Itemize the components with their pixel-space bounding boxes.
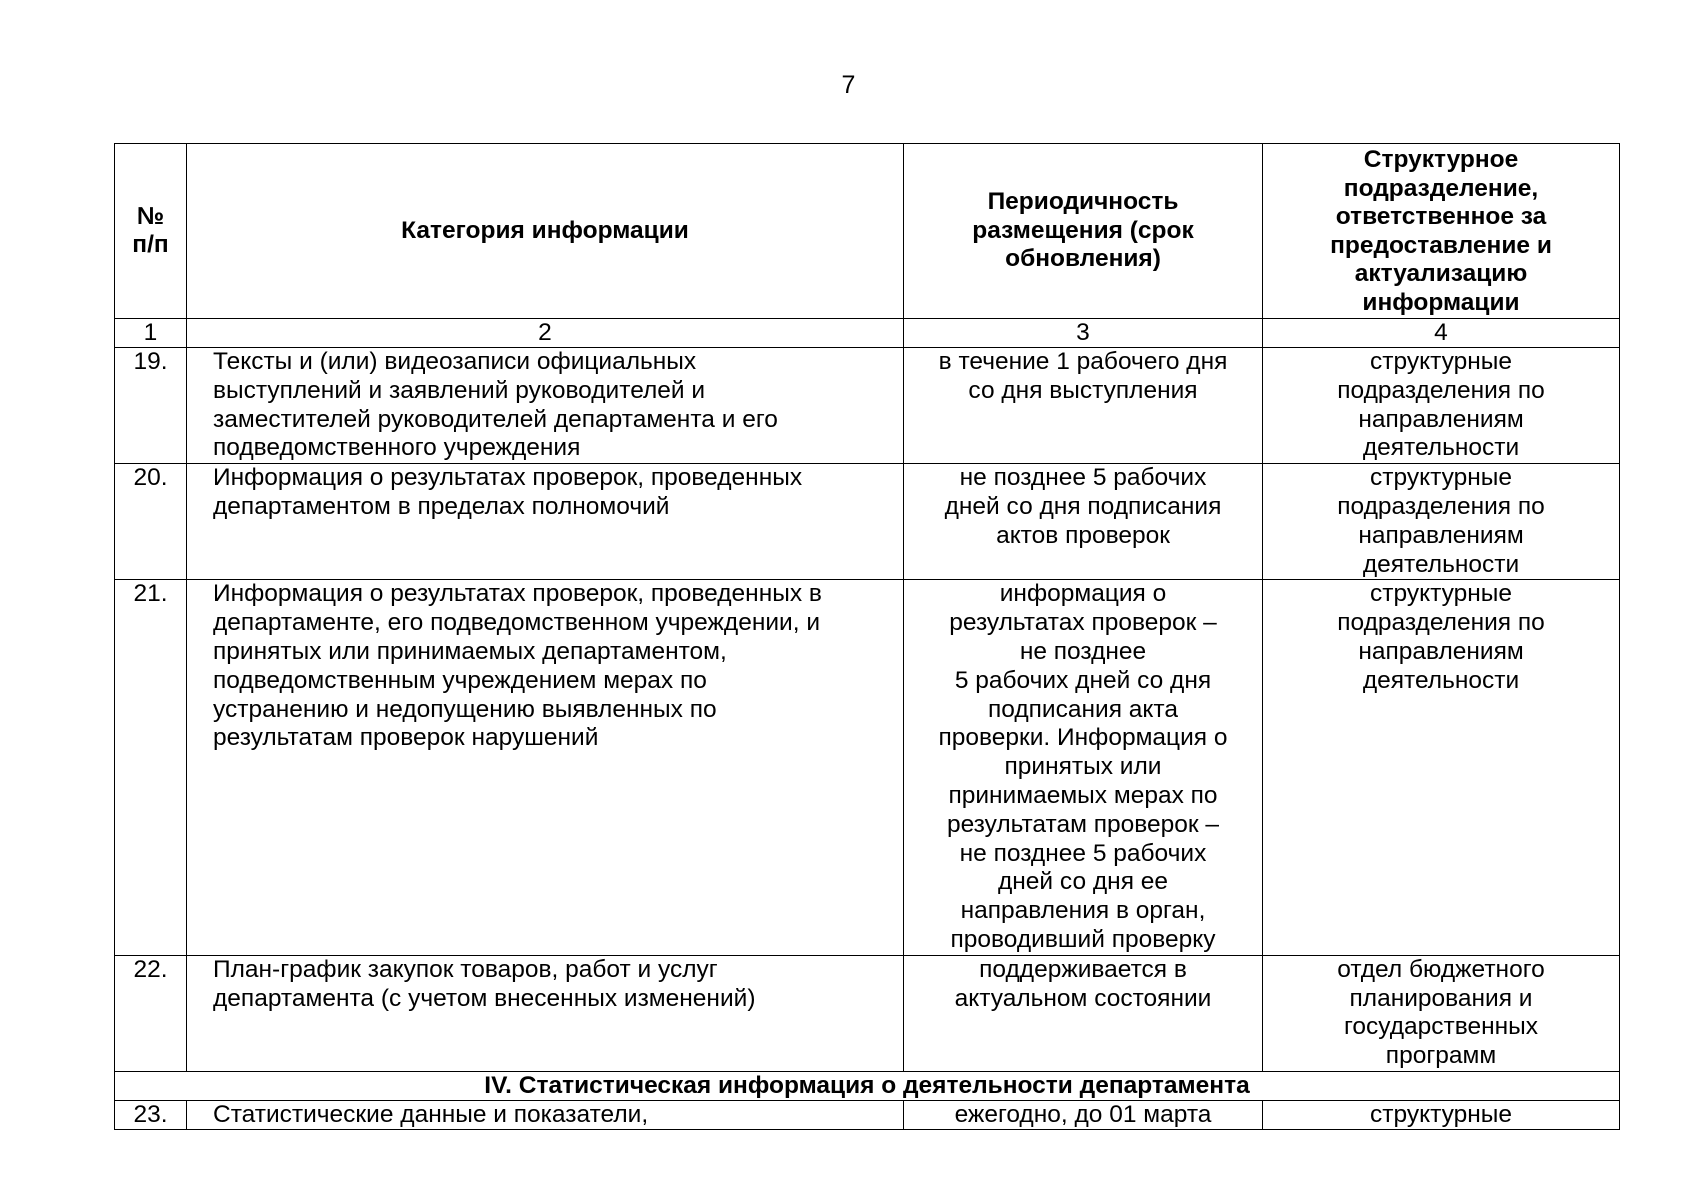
row-department: структурные: [1263, 1100, 1620, 1129]
row-periodicity: в течение 1 рабочего дня со дня выступления: [904, 348, 1263, 464]
row-periodicity: не позднее 5 рабочих дней со дня подписания актов проверок: [904, 464, 1263, 580]
header-department: Структурное подразделение, ответственное за предоставление и актуализацию информации: [1263, 144, 1620, 319]
row-periodicity: поддерживается в актуальном состоянии: [904, 955, 1263, 1071]
table-row: [115, 464, 1620, 580]
row-department: структурные подразделения по направлениям деятельности: [1263, 580, 1620, 955]
header-category: Категория информации: [187, 144, 904, 319]
row-periodicity: информация о результатах проверок – не позднее 5 рабочих дней со дня подписания акта проверки. Информация о принятых или принимаемых мерах по результатам проверок – не позднее 5 рабочих дней со дня ее направления в орган, проводивший проверку: [904, 580, 1263, 955]
table-row: [115, 1100, 1620, 1129]
column-number: 2: [187, 319, 904, 348]
column-number: 3: [904, 319, 1263, 348]
information-table: [114, 143, 1620, 1130]
row-department: структурные подразделения по направлениям деятельности: [1263, 348, 1620, 464]
table-row: [115, 580, 1620, 955]
section-heading: IV. Статистическая информация о деятельности департамента: [115, 1071, 1620, 1100]
row-number: 21.: [115, 580, 187, 955]
row-category: Тексты и (или) видеозаписи официальных выступлений и заявлений руководителей и заместителей руководителей департамента и его подведомственного учреждения: [187, 348, 904, 464]
row-category: Информация о результатах проверок, проведенных в департаменте, его подведомственном учреждении, и принятых или принимаемых департаментом, подведомственным учреждением мерах по устранению и недопущению выявленных по результатам проверок нарушений: [187, 580, 904, 955]
row-number: 22.: [115, 955, 187, 1071]
table-row: [115, 348, 1620, 464]
row-category: Информация о результатах проверок, проведенных департаментом в пределах полномочий: [187, 464, 904, 580]
row-category: План-график закупок товаров, работ и услуг департамента (с учетом внесенных изменений): [187, 955, 904, 1071]
table-row: [115, 955, 1620, 1071]
column-number: 1: [115, 319, 187, 348]
table-header-row: [115, 144, 1620, 319]
section-heading-row: [115, 1071, 1620, 1100]
row-number: 20.: [115, 464, 187, 580]
header-periodicity: Периодичность размещения (срок обновления): [904, 144, 1263, 319]
row-department: отдел бюджетного планирования и государственных программ: [1263, 955, 1620, 1071]
header-num: № п/п: [115, 144, 187, 319]
row-periodicity: ежегодно, до 01 марта: [904, 1100, 1263, 1129]
page-number: 7: [841, 71, 856, 99]
row-category: Статистические данные и показатели,: [187, 1100, 904, 1129]
row-number: 19.: [115, 348, 187, 464]
column-number-row: [115, 319, 1620, 348]
column-number: 4: [1263, 319, 1620, 348]
row-number: 23.: [115, 1100, 187, 1129]
row-department: структурные подразделения по направлениям деятельности: [1263, 464, 1620, 580]
